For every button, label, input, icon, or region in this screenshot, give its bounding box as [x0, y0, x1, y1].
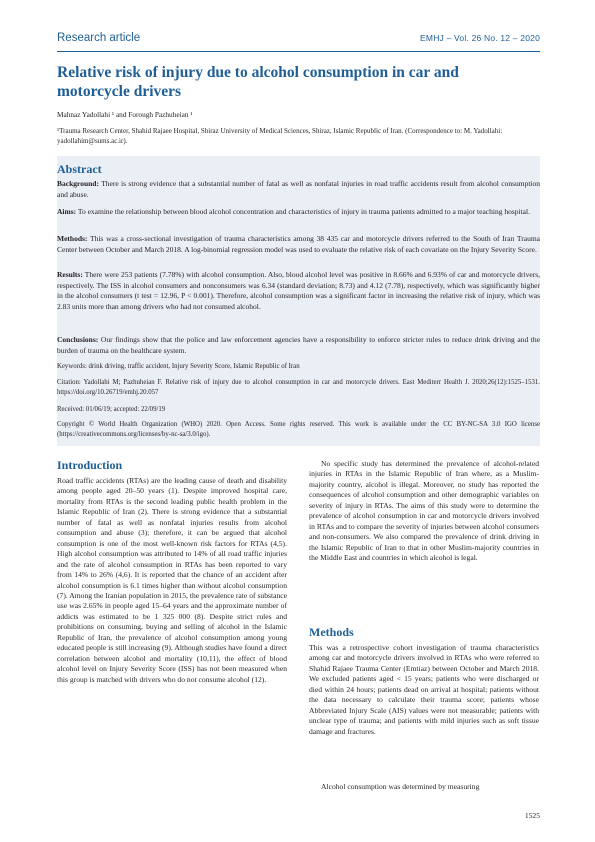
introduction-text-continued: No specific study has determined the prevalence of alcohol-related injuries in RTAs in the Islamic Republic of Iran where, as a Muslim-majority country, alcohol is illegal. Moreover, no study has reported the consequences of alcohol consumption and other demographic variables on severity of injury in RTAs. The aims of this study were to determine the prevalence of alcohol consumption in car and motorcycle drivers involved in RTAs and to compare the severity of injuries between alcohol consumers and non-consumers. We also compared the prevalence of drink driving in the Islamic Republic of Iran to that in other Muslim-majority countries in the Middle East and countries in which alcohol is legal.: [309, 459, 539, 563]
citation: Citation: Yadollahi M; Pazhuheian F. Relative risk of injury due to alcohol consumption in car and motorcycle drivers. East Mediterr Health J. 2020;26(12):1525–1531. https://doi.org/10.26719/emhj.20.057: [57, 379, 540, 396]
article-title: Relative risk of injury due to alcohol consumption in car and motorcycle drivers: [57, 64, 459, 100]
methods-text-continued: Alcohol consumption was determined by measuring: [321, 782, 480, 791]
methods-heading: Methods: [309, 625, 354, 639]
methods-text: This was a retrospective cohort investigation of trauma characteristics among car and motorcycle drivers involved in RTAs who were referred to Shahid Rajaee Trauma Center (Emtiaz) between October and March 2018. We excluded patients aged < 15 years; patients who were discharged or died within 24 hours; patients dead on arrival at hospital; patients without the data necessary to calculate their trauma score; patients whose Abbreviated Injury Scale (AIS) values were not measurable; patients with unclear type of trauma; and patients with mild injuries such as soft tissue damage and fractures.: [309, 643, 539, 736]
abstract-background: [57, 179, 540, 200]
abstract-heading: Abstract: [57, 162, 102, 176]
journal-reference: EMHJ – Vol. 26 No. 12 – 2020: [420, 33, 540, 43]
aims-label: Aims:: [57, 207, 77, 216]
aims-text: To examine the relationship between blood alcohol concentration and characteristics of injury in trauma patients admitted to a major teaching hospital.: [76, 207, 530, 216]
keywords: Keywords: drink driving, traffic accident, Injury Severity Score, Islamic Republic of Iran: [57, 363, 300, 370]
methods-label: Methods:: [57, 234, 88, 243]
introduction-text: Road traffic accidents (RTAs) are the leading cause of death and disability among people aged 20–50 years (1). Despite improved hospital care, mortality from RTAs is the second leading public health problem in the Islamic Republic of Iran (2). There is strong evidence that a substantial number of fatal as well as nonfatal injuries results from alcohol consumption and abuse (3); therefore, it can be argued that alcohol consumption is one of the most well-known risk factors for RTAs (4,5). High alcohol consumption was attributed to 14% of all road traffic injuries and the rate of alcohol consumption in RTAs has been reported to vary from 14% to 26% (4,6). It is reported that the chance of an accident after alcohol consumption is 6.1 times higher than without alcohol consumption (7). Among the Iranian population in 2015, the prevalence rate of substance use was 2.65% in people aged 15–64 years and the approximate number of addicts was estimated to be 1 325 000 (8). Despite strict rules and prohibitions on consuming, buying and selling of alcohol in the Islamic Republic of Iran, the prevalence of alcohol consumption among young educated people is still increasing (9). Although studies have found a direct correlation between alcohol and mortality (10,11), the effect of blood alcohol level on Injury Severity Score (ISS) has not been measured when this group is matched with drivers who do not consume alcohol (12).: [57, 476, 287, 684]
results-text: There were 253 patients (7.78%) with alcohol consumption. Also, blood alcohol level was positive in 8.66% and 6.93% of car and motorcycle drivers, respectively. The ISS in alcohol consumers and nonconsumers was 6.34 (standard deviation; 8.73) and 4.12 (7.78), respectively, which was significantly higher in the alcohol consumers (t test = 12.96, P < 0.001). Therefore, alcohol consumption was a significant factor in increasing the relative risk of injury, which was 2.83 units more than among drivers who had not consumed alcohol.: [57, 270, 540, 311]
conclusions-text: Our findings show that the police and law enforcement agencies have a responsibility to enforce stricter rules to reduce drink driving and the burden of trauma on the healthcare system.: [57, 335, 540, 355]
results-label: Results:: [57, 270, 83, 279]
author-list: Mahnaz Yadollahi ¹ and Forough Pazhuheian ¹: [57, 110, 193, 119]
author-affiliation: ¹Trauma Research Center, Shahid Rajaee Hospital, Shiraz University of Medical Sciences, Shiraz, Islamic Republic of Iran. (Correspondence to: M. Yadollahi: yadollahim@sums.ac.ir).: [57, 127, 503, 145]
running-header: [57, 28, 540, 50]
abstract-conclusions: [57, 335, 540, 356]
copyright-notice: Copyright © World Health Organization (WHO) 2020. Open Access. Some rights reserved. This work is available under the CC BY-NC-SA 3.0 IGO license (https://creativecommons.org/licenses/by-nc-sa/3.0/igo).: [57, 421, 540, 438]
abstract-results: [57, 270, 540, 312]
abstract-methods: [57, 234, 540, 255]
background-label: Background:: [57, 179, 99, 188]
section-label: Research article: [57, 32, 141, 44]
conclusions-label: Conclusions:: [57, 335, 99, 344]
methods-text: This was a cross-sectional investigation of trauma characteristics among 38 435 car and motorcycle drivers referred to the South of Iran Trauma Center between October and March 2018. A log-binomial regression model was used to evaluate the relative risk of each covariate on the Injury Severity Score.: [57, 234, 540, 254]
introduction-heading: Introduction: [57, 458, 123, 472]
page-number: 1525: [524, 811, 540, 820]
background-text: There is strong evidence that a substantial number of fatal as well as nonfatal injuries in road traffic accidents result from alcohol consumption and abuse.: [57, 179, 540, 199]
header-divider: [57, 51, 540, 52]
abstract-aims: [57, 207, 540, 218]
received-dates: Received: 01/06/19; accepted: 22/09/19: [57, 406, 166, 413]
